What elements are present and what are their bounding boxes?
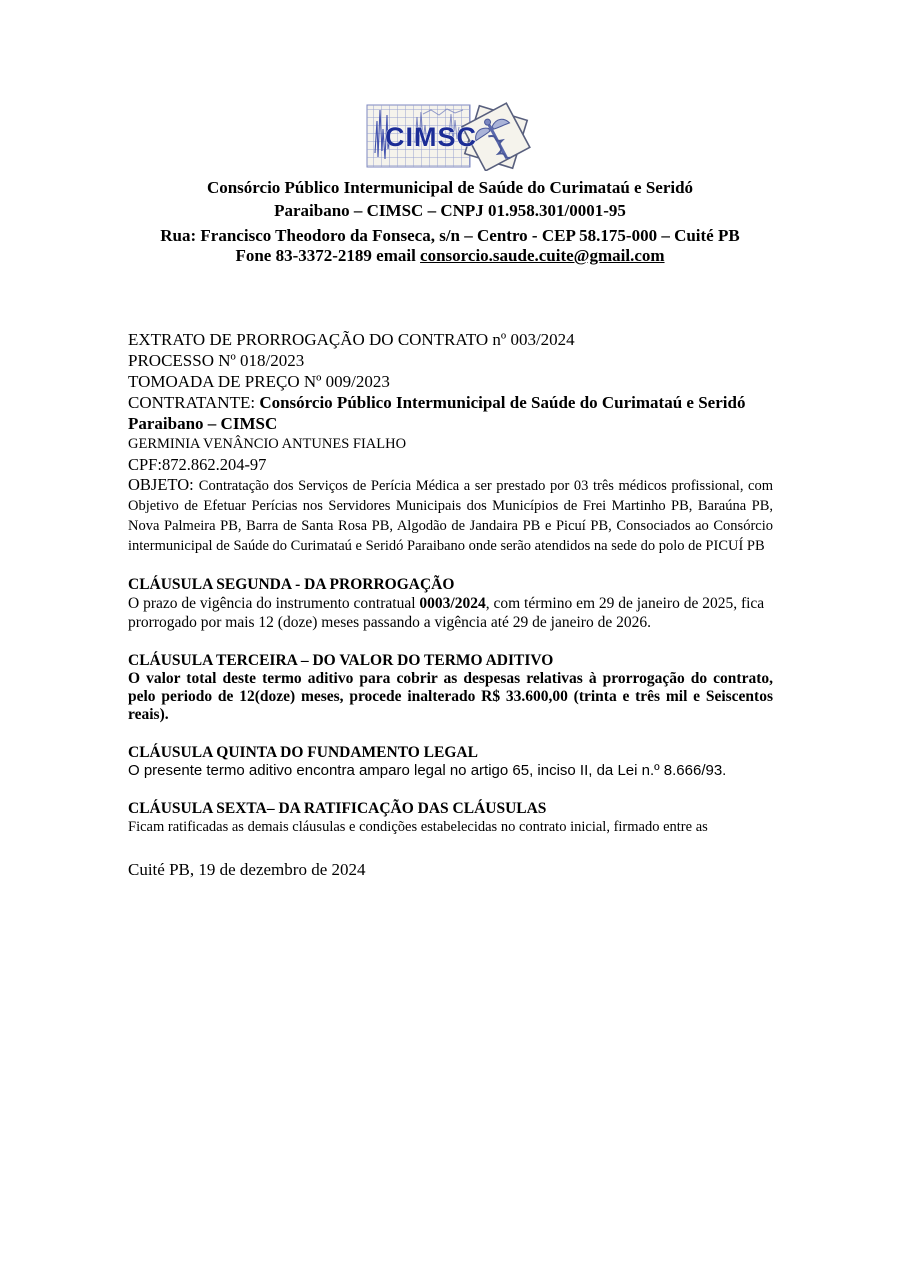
email-link[interactable]: consorcio.saude.cuite@gmail.com (420, 246, 665, 265)
cimsc-logo-image (365, 101, 535, 171)
contratante-label: CONTRATANTE: (128, 393, 260, 412)
clause-segunda (128, 575, 773, 632)
org-name-line1: Consórcio Público Intermunicipal de Saúde do Curimataú e Seridó (206, 178, 694, 197)
clause-segunda-body-prefix: O prazo de vigência do instrumento contratual (128, 595, 420, 612)
clause-quinta (128, 743, 773, 780)
cimsc-logo (0, 101, 900, 171)
org-name-line2: Paraibano – CIMSC – CNPJ 01.958.301/0001-95 (274, 201, 626, 220)
clause-segunda-body (128, 594, 773, 632)
person-name-line: GERMINIA VENÂNCIO ANTUNES FIALHO (128, 436, 407, 452)
clause-quinta-body: O presente termo aditivo encontra amparo legal no artigo 65, inciso II, da Lei n.º 8.666/93. (128, 762, 727, 779)
contratante-value: Consórcio Público Intermunicipal de Saúde do Curimataú e Seridó Paraibano – CIMSC (128, 393, 746, 433)
address-line: Rua: Francisco Theodoro da Fonseca, s/n – Centro - CEP 58.175-000 – Cuité PB (160, 226, 740, 245)
cpf-line: CPF:872.862.204-97 (128, 455, 267, 474)
clause-sexta-heading: CLÁUSULA SEXTA– DA RATIFICAÇÃO DAS CLÁUSULAS (128, 800, 547, 817)
clause-terceira-body: O valor total deste termo aditivo para cobrir as despesas relativas à prorrogação do contrato, pelo periodo de 12(doze) meses, procede inalterado R$ 33.600,00 (trinta e três mil e Seiscentos reais). (128, 670, 773, 723)
clause-terceira (128, 651, 773, 724)
clause-segunda-heading: CLÁUSULA SEGUNDA - DA PRORROGAÇÃO (128, 576, 455, 593)
clause-sexta-body: Ficam ratificadas as demais cláusulas e condições estabelecidas no contrato inicial, firmado entre as (128, 819, 708, 835)
objeto-label: OBJETO: (128, 475, 199, 494)
org-header (0, 176, 900, 222)
processo-line: PROCESSO Nº 018/2023 (128, 351, 305, 370)
clause-terceira-heading: CLÁUSULA TERCEIRA – DO VALOR DO TERMO ADITIVO (128, 652, 554, 669)
address-header (0, 226, 900, 266)
clause-segunda-body-suffix: , com término em 29 de janeiro de 2025, fica prorrogado por mais 12 (doze) meses passando a vigência até 29 de janeiro de 2026. (128, 595, 765, 631)
logo-acronym-text: CIMSC (385, 122, 477, 152)
objeto-text: Contratação dos Serviços de Perícia Médica a ser prestado por 03 três médicos profissional, com Objetivo de Efetuar Perícias nos Servidores Municipais dos Municípios de Frei Martinho PB, Baraúna PB, Nova Palmeira PB, Barra de Santa Rosa PB, Algodão de Jandaira PB e Picuí PB, Consociados ao Consórcio intermunicipal de Saúde do Curimataú e Seridó Paraibano onde serão atendidos na sede do polo de PICUÍ PB (128, 478, 774, 554)
date-place-line: Cuité PB, 19 de dezembro de 2024 (128, 860, 366, 879)
phone-email-line (0, 246, 900, 266)
phone-email-prefix: Fone 83-3372-2189 email (235, 246, 421, 265)
objeto-paragraph (128, 475, 773, 556)
clause-segunda-contract-number: 0003/2024 (419, 595, 486, 612)
clause-quinta-heading: CLÁUSULA QUINTA DO FUNDAMENTO LEGAL (128, 744, 478, 761)
document-body (128, 329, 773, 880)
extrato-title-line: EXTRATO DE PRORROGAÇÃO DO CONTRATO nº 003/2024 (128, 330, 575, 349)
clause-sexta (128, 799, 773, 837)
contratante-line (128, 392, 773, 434)
tomada-preco-line: TOMOADA DE PREÇO Nº 009/2023 (128, 372, 390, 391)
